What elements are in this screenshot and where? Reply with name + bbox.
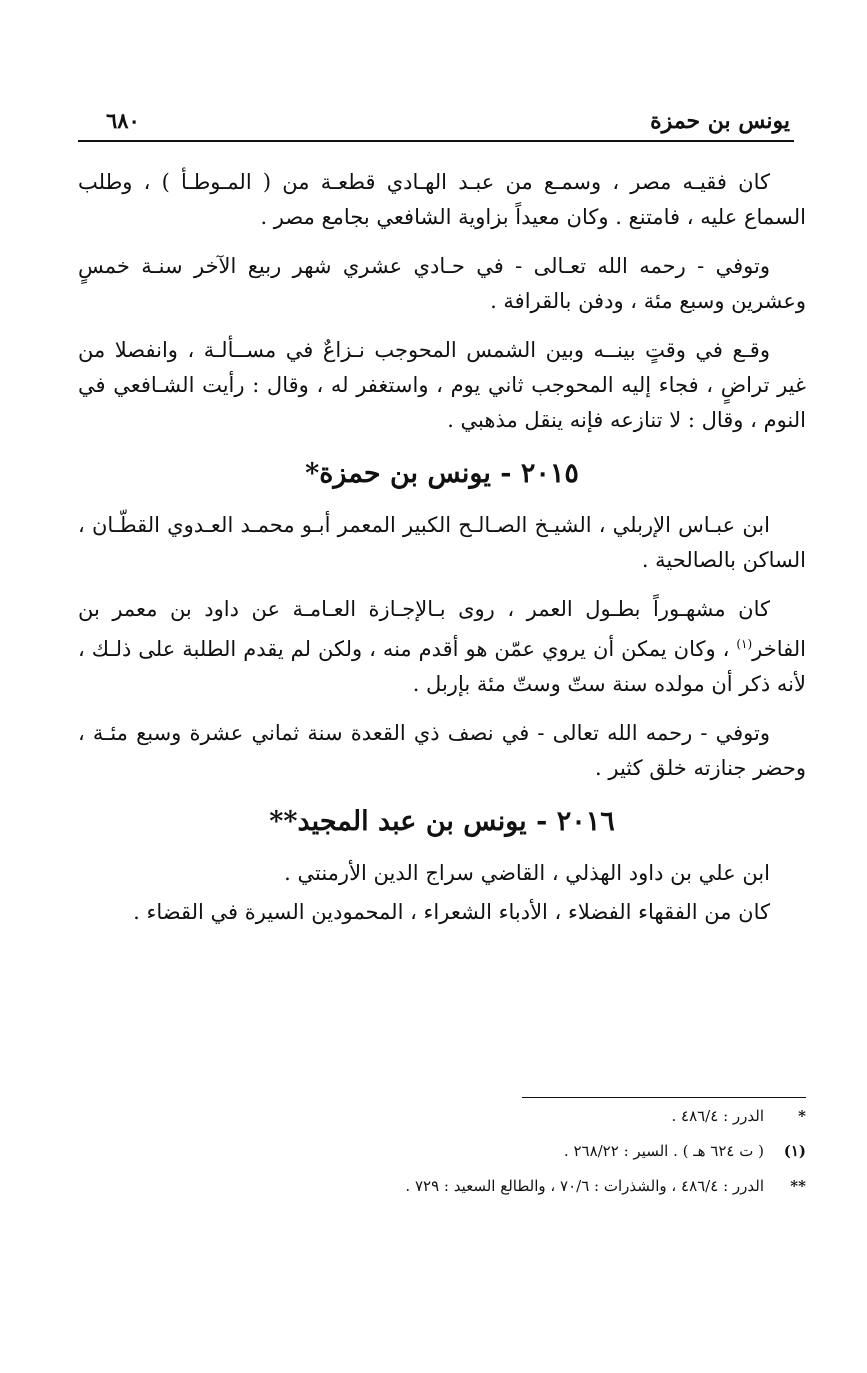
footnote-divider bbox=[522, 1097, 806, 1098]
footnote-text: الدرر : ٤٨٦/٤ ، والشذرات : ٧٠/٦ ، والطالع السعيد : ٧٢٩ . bbox=[405, 1177, 764, 1195]
paragraph: ابن علي بن داود الهذلي ، القاضي سراج الدين الأرمنتي . bbox=[284, 861, 770, 885]
running-title: يونس بن حمزة bbox=[650, 108, 790, 134]
page-body bbox=[78, 165, 806, 944]
footnote-marker: * bbox=[798, 1107, 806, 1125]
footnote-marker: (١) bbox=[783, 1142, 806, 1160]
entry-heading-2016: ٢٠١٦ - يونس بن عبد المجيد** bbox=[269, 806, 615, 837]
paragraph: وتوفي - رحمه الله تعالى - في نصف ذي القعدة سنة ثماني عشرة وسبع مئـة ، وحضر جنازته خلق كثير . bbox=[78, 721, 806, 780]
paragraph: وقـع في وقتٍ بينــه وبين الشمس المحوجب نـزاعٌ في مســألـة ، وانفصلا من غير تراضٍ ، فجاء إليه المحوجب ثاني يوم ، واستغفر له ، وقال : رأيت الشـافعي في النوم ، وقال : لا تنازعه فإنه ينقل مذهبي . bbox=[78, 338, 806, 432]
paragraph: كان من الفقهاء الفضلاء ، الأدباء الشعراء ، المحمودين السيرة في القضاء . bbox=[133, 900, 770, 924]
paragraph-text: ، وكان يمكن أن يروي عمّن هو أقدم منه ، ولكن لم يقدم الطلبة على ذلـك ، لأنه ذكر أن مولده سنة ستّ وستّ مئة بإربل . bbox=[78, 637, 806, 696]
footnote-text: ( ت ٦٢٤ هـ ) . السير : ٢٦٨/٢٢ . bbox=[563, 1142, 764, 1160]
footnote-reference: (١) bbox=[736, 637, 753, 651]
paragraph-text: كان مشهـوراً بطـول العمر ، روى بـالإجـازة العـامـة عن داود بن معمر بن الفاخر bbox=[78, 597, 806, 661]
entry-heading-2015: ٢٠١٥ - يونس بن حمزة* bbox=[305, 458, 579, 489]
paragraph: ابن عبـاس الإربلي ، الشيـخ الصـالـح الكبير المعمر أبـو محمـد العـدوي القطّـان ، الساكن بالصالحية . bbox=[78, 513, 806, 572]
paragraph: كان فقيـه مصر ، وسمـع من عبـد الهـادي قطعـة من ( المـوطـأ ) ، وطلب السماع عليه ، فامتنع . وكان معيداً بزاوية الشافعي بجامع مصر . bbox=[78, 170, 806, 229]
page-header bbox=[78, 106, 794, 142]
footnote bbox=[78, 1176, 806, 1196]
footnote bbox=[78, 1106, 806, 1126]
paragraph bbox=[78, 592, 806, 702]
footnote-text: الدرر : ٤٨٦/٤ . bbox=[671, 1107, 764, 1125]
page-number: ٦٨٠ bbox=[106, 108, 140, 133]
footnotes bbox=[78, 1106, 806, 1211]
footnote-marker: ** bbox=[790, 1177, 806, 1195]
paragraph: وتوفي - رحمه الله تعـالى - في حـادي عشري شهر ربيع الآخر سنـة خمسٍ وعشرين وسبع مئة ، ودفن بالقرافة . bbox=[78, 254, 806, 313]
footnote bbox=[78, 1141, 806, 1161]
